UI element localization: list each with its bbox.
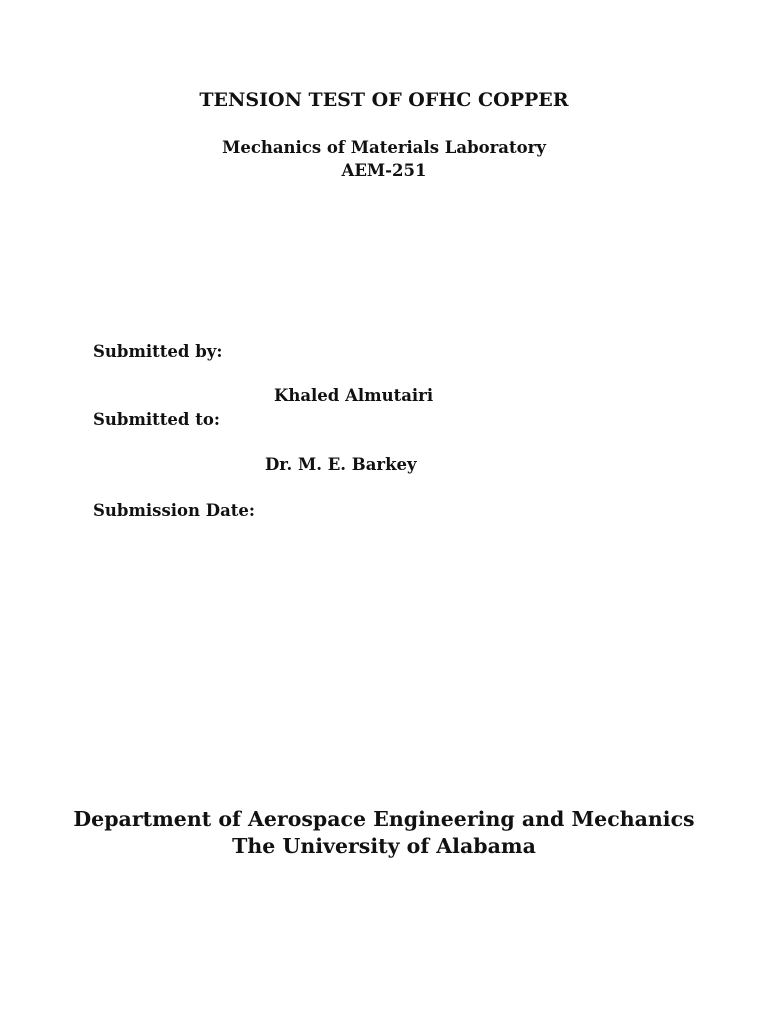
university-name: The University of Alabama: [232, 834, 536, 858]
submission-date-label: Submission Date:: [93, 501, 255, 520]
course-name: Mechanics of Materials Laboratory: [222, 138, 546, 157]
course-code: AEM-251: [341, 161, 427, 180]
report-title: TENSION TEST OF OFHC COPPER: [199, 89, 569, 111]
submitted-to-label: Submitted to:: [93, 410, 220, 429]
instructor-name: Dr. M. E. Barkey: [265, 455, 417, 474]
department-name: Department of Aerospace Engineering and Mechanics: [73, 807, 695, 831]
author-name: Khaled Almutairi: [274, 386, 434, 405]
submitted-by-label: Submitted by:: [93, 342, 223, 361]
